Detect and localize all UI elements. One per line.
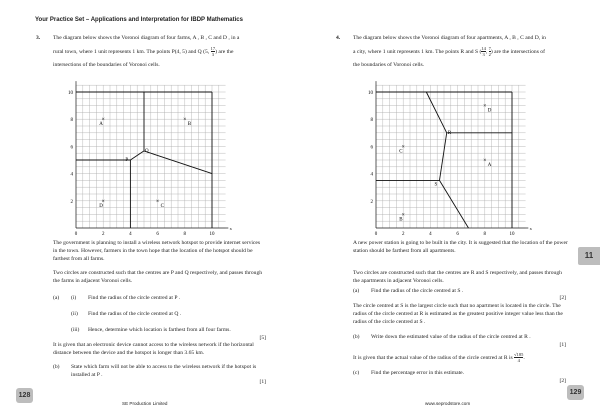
x-tick-label: 6	[156, 232, 159, 237]
part-label: (a)	[53, 295, 60, 301]
page-number: 128	[16, 388, 33, 403]
part-label: (b)	[353, 334, 360, 340]
intro-line: The diagram below shows the Voronoi diagram of four apartments, A , B , C and D, in	[353, 35, 546, 41]
y-tick-label: 6	[70, 145, 73, 151]
intro-line: intersections of the boundaries of Voronoi cells.	[53, 62, 160, 68]
site-label: A	[487, 163, 492, 168]
page-number: 129	[567, 385, 584, 400]
site-label: C	[399, 149, 403, 155]
y-tick-label: 4	[70, 172, 73, 178]
site-marker-icon: ×	[483, 158, 487, 164]
x-tick-label: 0	[374, 232, 378, 237]
marks: [1]	[259, 379, 266, 385]
paragraph: Two circles are constructed such that the centres are P and Q respectively, and passes through the farms in adjacent Voronoi cells.	[53, 270, 263, 284]
site-marker-icon: ×	[101, 198, 105, 205]
x-axis-label: x	[229, 226, 232, 231]
question-intro	[53, 34, 303, 69]
running-header: Your Practice Set – Applications and Interpretation for IBDP Mathematics	[35, 17, 243, 23]
site-marker-icon: ×	[183, 117, 187, 124]
site-label: B	[187, 122, 192, 128]
site-label: D	[99, 203, 103, 209]
paragraph-text: It is given that the actual value of the radius of the circle centred at R is	[353, 354, 513, 361]
site-label: A	[99, 122, 103, 128]
intro-text: rural town, where 1 unit represents 1 km. The points P(4, 5) and Q	[53, 48, 202, 55]
paragraph: The government is planning to install a wireless network hotspot to provide internet services in the town. However, farmers in the town hope that the location of the hotspot should be farthest from all farms.	[53, 240, 261, 262]
question-number: 4.	[336, 35, 341, 41]
question-text: Write down the estimated value of the radius of the circle centred at R .	[371, 334, 531, 340]
question-number: 3.	[36, 35, 41, 41]
question-text: Find the radius of the circle centred at Q .	[88, 311, 182, 317]
x-tick-label: 0	[74, 232, 78, 237]
subpart-label: (i)	[71, 295, 77, 301]
y-tick-label: 10	[368, 91, 373, 96]
subpart-label: (iii)	[71, 327, 80, 333]
paragraph: It is given that an electronic device cannot access to the wireless network if the horizontal distance between the device and the hotspot is longer than 3.65 km.	[53, 342, 254, 356]
radius-value: $\frac{√185}{4}$	[514, 352, 524, 363]
vertex-label: Q	[145, 148, 149, 154]
paragraph: Two circles are constructed such that the centres are R and S respectively, and passes through the apartments in adjacent Voronoi cells.	[353, 270, 562, 284]
intro-line: The diagram below shows the Voronoi diagram of four farms, A , B , C and D , in a	[53, 35, 240, 41]
y-tick-label: 8	[370, 118, 373, 124]
y-tick-label: 10	[68, 91, 73, 96]
intro-line: a city, where 1 unit represents 1 km. The points R and S ( $\frac{14}{3}$ , $\frac{7}{2}$ ) are the intersections of	[353, 46, 545, 57]
x-tick-label: 10	[209, 232, 215, 237]
y-tick-label: 2	[370, 199, 373, 205]
x-tick-label: 10	[509, 232, 515, 237]
question-text: Find the percentage error in this estimate.	[371, 370, 465, 376]
y-tick-label: 4	[370, 172, 373, 178]
x-tick-label: 2	[401, 232, 405, 237]
voronoi-diagram-farms	[60, 78, 232, 238]
site-marker-icon: ×	[155, 198, 160, 205]
x-tick-label: 6	[456, 232, 459, 237]
question-intro	[353, 34, 593, 69]
y-tick-label: 2	[70, 199, 73, 205]
vertex-label: P	[125, 158, 129, 163]
subpart-label: (ii)	[71, 311, 78, 317]
point-q-x: 5,	[205, 48, 210, 55]
site-marker-icon: ×	[101, 117, 105, 124]
chapter-tab[interactable]: 11	[578, 247, 600, 265]
x-tick-label: 8	[483, 232, 487, 237]
point-s-y: $\frac{7}{2}$	[488, 46, 491, 57]
site-label: C	[160, 203, 164, 209]
part-label: (c)	[353, 370, 360, 376]
x-tick-label: 8	[183, 232, 187, 237]
question-text: Find the radius of the circle centred at P .	[88, 295, 181, 301]
footer: SE Production Limited	[122, 401, 168, 406]
footer: www.seprodstore.com	[425, 401, 471, 406]
question-text: Hence, determine which location is farthest from all four farms.	[88, 327, 231, 333]
intro-line: rural town, where 1 unit represents 1 km. The points P(4, 5) and Q (5, $\frac{17}{3}$ ) are the	[53, 46, 234, 57]
point-q-y: $\frac{17}{3}$	[210, 46, 216, 57]
site-marker-icon: ×	[401, 144, 405, 151]
x-tick-label: 4	[129, 232, 132, 237]
point-s-x: $\frac{14}{3}$	[481, 46, 486, 57]
x-axis-label: x	[529, 226, 532, 231]
marks: [2]	[559, 295, 566, 301]
site-marker-icon: ×	[401, 212, 405, 219]
paragraph: It is given that the actual value of the radius of the circle centred at R is $\frac{√185}{4}$ .	[353, 352, 525, 363]
part-label: (a)	[353, 288, 360, 294]
part-label: (b)	[53, 364, 60, 370]
x-tick-label: 4	[429, 232, 432, 237]
site-label: B	[399, 217, 403, 223]
vertex-label: S	[434, 182, 438, 188]
question-text: Find the radius of the circle centred at S .	[371, 288, 464, 294]
y-tick-label: 8	[70, 118, 73, 124]
intro-line: the boundaries of Voronoi cells.	[353, 62, 425, 68]
marks: [1]	[559, 342, 566, 348]
site-label: D	[487, 108, 492, 114]
marks: [2]	[559, 378, 566, 384]
vertex-label: R	[447, 130, 452, 136]
paragraph: The circle centred at S is the largest circle such that no apartment is located in the circle. The radius of the circle centred at R is estimated as the greatest positive integer value less than the radius of the circle centred at S .	[353, 303, 563, 325]
y-tick-label: 6	[370, 145, 373, 151]
intro-text: are the intersections of	[494, 48, 545, 55]
site-marker-icon: ×	[483, 103, 487, 110]
paragraph: A new power station is going to be built in the city. It is suggested that the location of the power station should be farthest from all apartments.	[353, 240, 568, 254]
intro-text: a city, where 1 unit represents 1 km. The points R and S	[353, 48, 479, 55]
question-text: State which farm will not be able to access to the wireless network if the hotspot is installed at P .	[71, 364, 257, 378]
marks: [5]	[259, 335, 266, 341]
intro-text: are the	[218, 48, 234, 55]
voronoi-edge	[439, 133, 446, 181]
x-tick-label: 2	[101, 232, 105, 237]
voronoi-diagram-apartments	[360, 78, 532, 238]
